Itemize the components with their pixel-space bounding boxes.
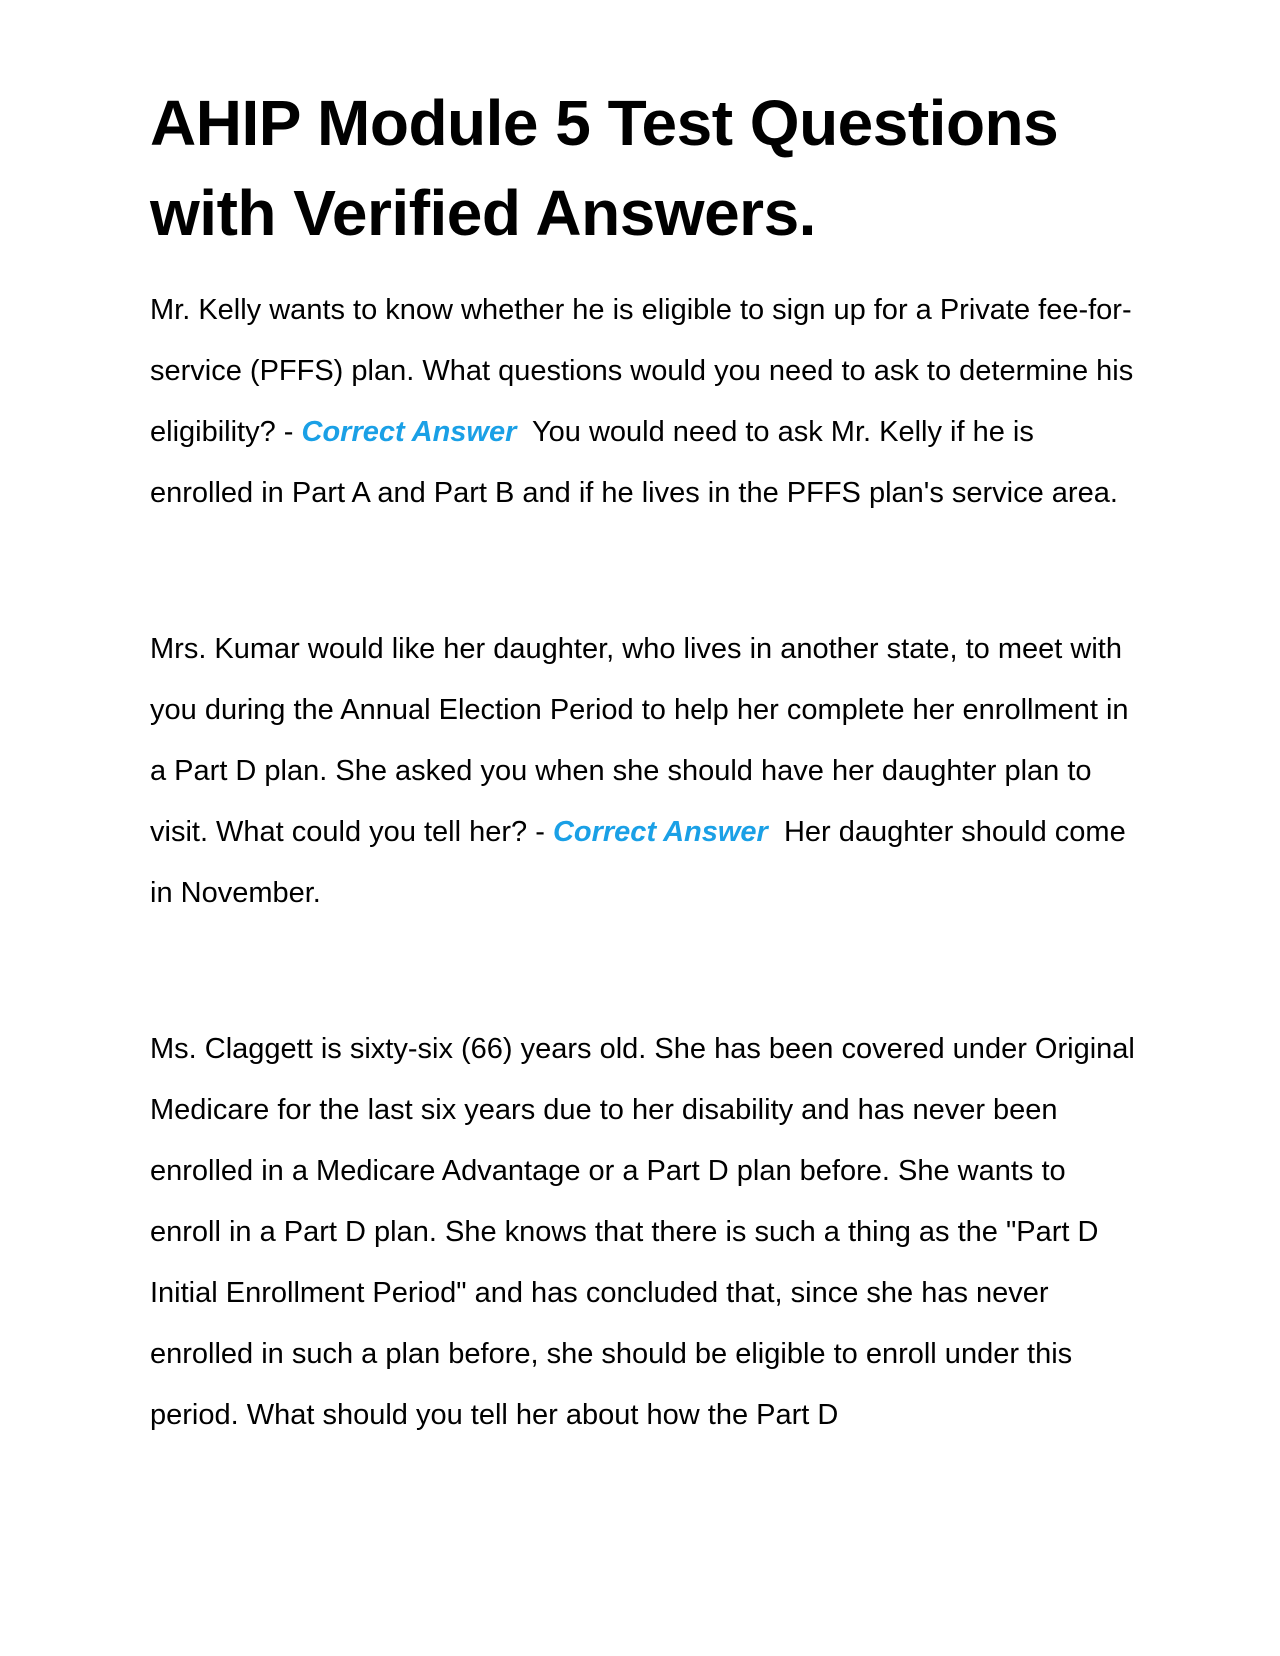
- document-title: AHIP Module 5 Test Questions with Verified Answers.: [150, 87, 1059, 249]
- correct-answer-label: Correct Answer: [301, 416, 517, 448]
- qa-item-kelly: [150, 280, 1140, 524]
- document-page: [150, 78, 1140, 1446]
- qa-item-claggett: [150, 1019, 1140, 1446]
- question-text: Mrs. Kumar would like her daughter, who lives in another state, to meet with you during the Annual Election Period to help her complete her enrollment in a Part D plan. She asked you when she should have her daughter plan to visit. What could you tell her? -: [150, 633, 1129, 848]
- answer-text: Her daughter should come in November.: [150, 816, 1134, 909]
- question-text: Mr. Kelly wants to know whether he is eligible to sign up for a Private fee-for-service (PFFS) plan. What questions would you need to ask to determine his eligibility? -: [150, 294, 1134, 448]
- question-text: Ms. Claggett is sixty-six (66) years old. She has been covered under Original Medicare for the last six years due to her disability and has never been enrolled in a Medicare Advantage or a Part D plan before. She wants to enroll in a Part D plan. She knows that there is such a thing as the "Part D Initial Enrollment Period" and has concluded that, since she has never enrolled in such a plan before, she should be eligible to enroll under this period. What should you tell her about how the Part D: [150, 1033, 1135, 1431]
- correct-answer-label: Correct Answer: [552, 816, 768, 848]
- qa-item-kumar: [150, 619, 1140, 924]
- answer-text: You would need to ask Mr. Kelly if he is enrolled in Part A and Part B and if he lives in the PFFS plan's service area.: [150, 416, 1118, 509]
